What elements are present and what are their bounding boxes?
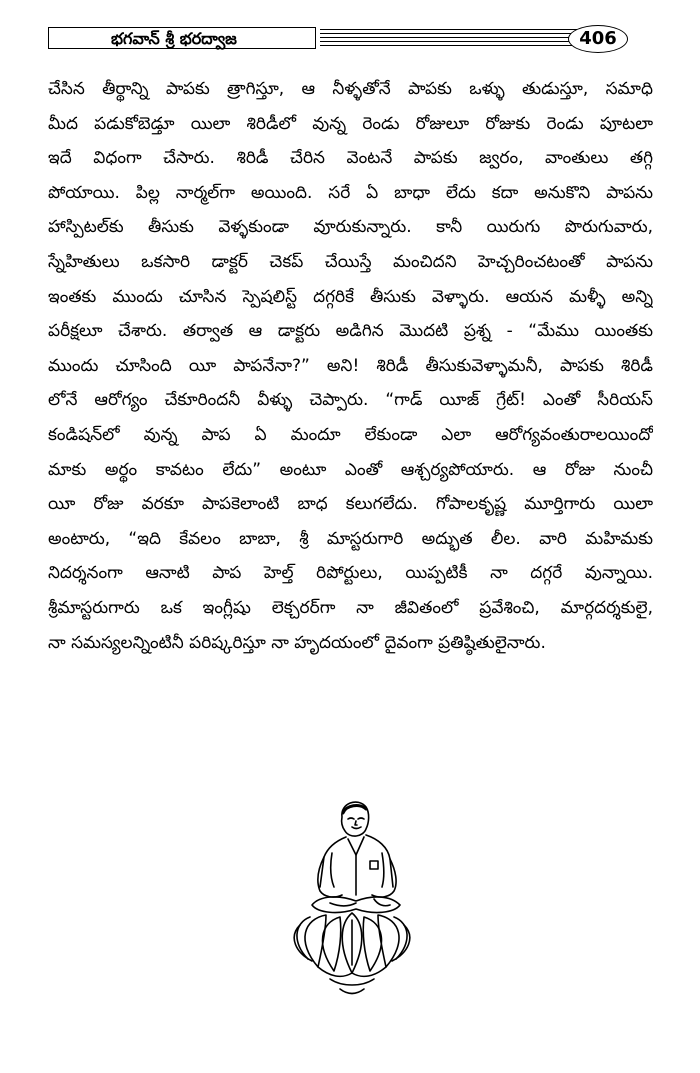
header-rules — [320, 29, 610, 49]
text-line: స్నేహితులు ఒకసారి డాక్టర్ చెకప్ చేయిస్తే మంచిదని హెచ్చరించటంతో పాపను — [48, 251, 653, 272]
text-line: మాకు అర్థం కావటం లేదు” అంటూ ఎంతో ఆశ్చర్యపోయారు. ఆ రోజు నుంచీ — [48, 459, 653, 480]
running-title-box — [48, 27, 316, 49]
text-line: పోయాయి. పిల్ల నార్మల్‌గా అయింది. సరే ఏ బాధా లేదు కదా అనుకొని పాపను — [48, 182, 653, 203]
text-line: లోనే ఆరోగ్యం చేకూరిందనీ వీళ్ళు చెప్పారు. “గాడ్ యీజ్ గ్రేట్! ఎంతో సీరియస్ — [48, 390, 653, 411]
body-paragraph — [48, 72, 653, 660]
text-line: కండిషన్‌లో వున్న పాప ఏ మందూ లేకుండా ఎలా ఆరోగ్యవంతురాలయిందో — [48, 424, 653, 445]
text-line: నా సమస్యలన్నింటినీ పరిష్కరిస్తూ నా హృదయంలో దైవంగా ప్రతిష్ఠితులైనారు. — [48, 632, 546, 653]
text-line: మీద పడుకోబెడ్తూ యిలా శిరిడీలో వున్న రెండు రోజులూ రోజుకు రెండు పూటలా — [48, 113, 653, 134]
text-line: పరీక్షలూ చేశారు. తర్వాత ఆ డాక్టరు అడిగిన మొదటి ప్రశ్న - “మేము యింతకు — [48, 321, 653, 342]
text-line: ఇంతకు ముందు చూసిన స్పెషలిస్ట్ దగ్గరికే తీసుకు వెళ్ళారు. ఆయన మళ్ళీ అన్ని — [48, 286, 653, 307]
text-line: ఇదే విధంగా చేసారు. శిరిడీ చేరిన వెంటనే పాపకు జ్వరం, వాంతులు తగ్గి — [48, 148, 653, 169]
text-line: యీ రోజు వరకూ పాపకెలాంటి బాధ కలుగలేదు. గోపాలకృష్ణ మూర్తిగారు యిలా — [48, 494, 653, 515]
text-line: హాస్పిటల్‌కు తీసుకు వెళ్ళకుండా వూరుకున్నారు. కానీ యిరుగు పొరుగువారు, — [48, 217, 653, 238]
text-line: చేసిన తీర్థాన్ని పాపకు త్రాగిస్తూ, ఆ నీళ్ళతోనే పాపకు ఒళ్ళు తుడుస్తూ, సమాధి — [48, 79, 653, 99]
text-line: శ్రీమాస్టరుగారు ఒక ఇంగ్లీషు లెక్చరర్‌గా నా జీవితంలో ప్రవేశించి, మార్గదర్శకులై, — [48, 597, 653, 618]
page-number: 406 — [568, 25, 628, 53]
text-line: ముందు చూసింది యీ పాపనేనా?” అని! శిరిడీ తీసుకువెళ్ళామనీ, పాపకు శిరిడీ — [48, 355, 653, 376]
text-line: అంటారు, “ఇది కేవలం బాబా, శ్రీ మాస్టరుగారి అద్భుత లీల. వారి మహిమకు — [48, 528, 653, 549]
master-seated-on-lotus-icon — [290, 795, 415, 1000]
page-header — [48, 27, 638, 51]
running-title: భగవాన్ శ్రీ భరద్వాజ — [111, 29, 237, 48]
text-line: నిదర్శనంగా ఆనాటి పాప హెల్త్ రిపోర్టులు, యిప్పటికీ నా దగ్గరే వున్నాయి. — [48, 563, 653, 584]
